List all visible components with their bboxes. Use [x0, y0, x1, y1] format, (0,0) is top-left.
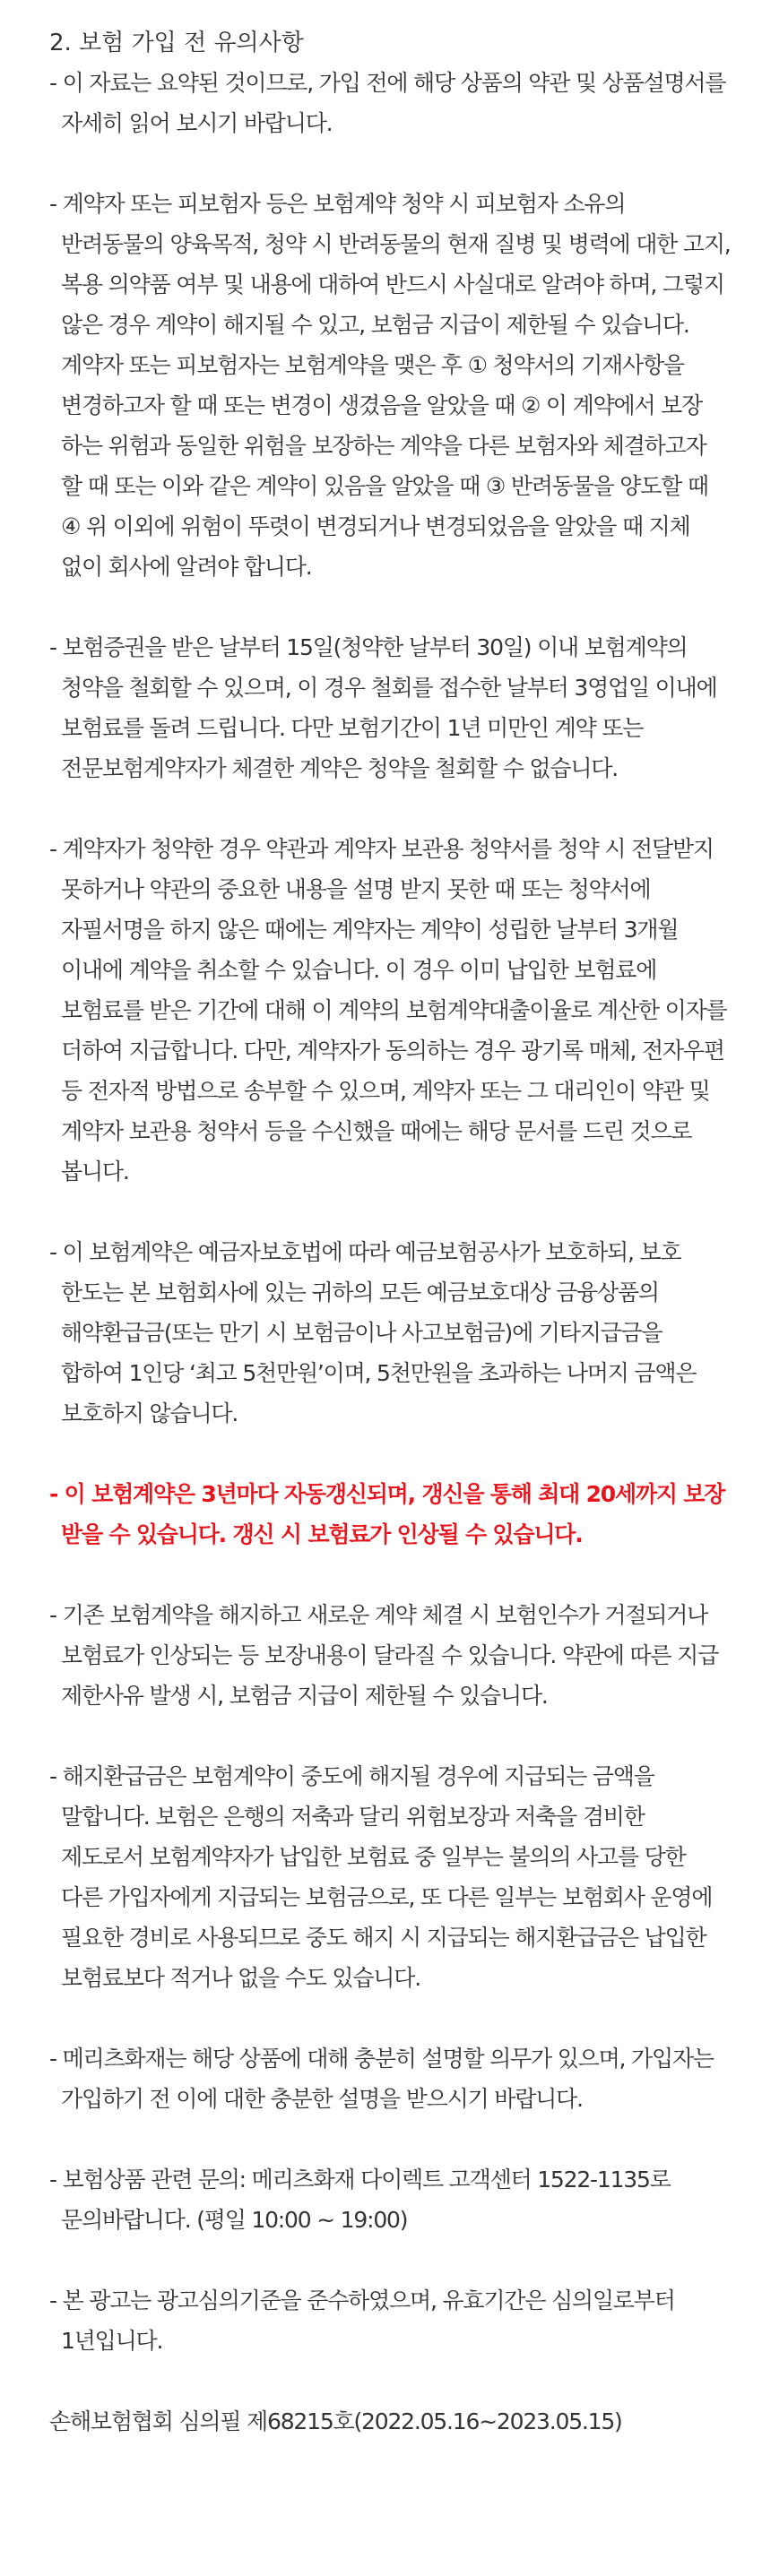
- paragraph-gap: [49, 1434, 758, 1474]
- paragraph-line: ④ 위 이외에 위험이 뚜렷이 변경되거나 변경되었음을 알았을 때 지체: [61, 513, 690, 539]
- section-title: 2. 보험 가입 전 유의사항: [49, 30, 304, 56]
- paragraph-line: 할 때 또는 이와 같은 계약이 있음을 알았을 때 ③ 반려동물을 양도할 때: [61, 473, 708, 499]
- paragraph-line: - 계약자 또는 피보험자 등은 보험계약 청약 시 피보험자 소유의: [49, 191, 626, 217]
- paragraph-line: - 본 광고는 광고심의기준을 준수하였으며, 유효기간은 심의일로부터: [49, 2287, 675, 2313]
- paragraph-line: 없이 회사에 알려야 합니다.: [61, 554, 312, 580]
- paragraph-gap: [49, 2361, 758, 2401]
- paragraph-line: 다른 가입자에게 지급되는 보험금으로, 또 다른 일부는 보험회사 운영에: [61, 1884, 713, 1910]
- notice-paragraph: [49, 184, 758, 587]
- paragraph-line: - 메리츠화재는 해당 상품에 대해 충분히 설명할 의무가 있으며, 가입자는: [49, 2046, 714, 2072]
- notice-paragraph: [49, 829, 758, 1192]
- paragraph-line: - 이 자료는 요약된 것이므로, 가입 전에 해당 상품의 약관 및 상품설명서를: [49, 70, 726, 96]
- paragraph-gap: [49, 788, 758, 829]
- paragraph-line: - 이 보험계약은 3년마다 자동갱신되며, 갱신을 통해 최대 20세까지 보장: [49, 1481, 725, 1507]
- paragraph-line: 제한사유 발생 시, 보험금 지급이 제한될 수 있습니다.: [61, 1683, 548, 1709]
- notice-paragraph: [49, 1232, 758, 1434]
- paragraph-line: - 이 보험계약은 예금자보호법에 따라 예금보험공사가 보호하되, 보호: [49, 1239, 681, 1265]
- notice-paragraph: [49, 1756, 758, 1998]
- paragraph-line: - 보험상품 관련 문의: 메리츠화재 다이렉트 고객센터 1522-1135로: [49, 2167, 671, 2193]
- paragraph-gap: [49, 1998, 758, 2038]
- paragraph-line: - 해지환급금은 보험계약이 중도에 해지될 경우에 지급되는 금액을: [49, 1763, 654, 1789]
- paragraph-line: 해약환급금(또는 만기 시 보험금이나 사고보험금)에 기타지급금을: [61, 1320, 662, 1346]
- paragraph-line: 제도로서 보험계약자가 납입한 보험료 중 일부는 불의의 사고를 당한: [61, 1844, 686, 1870]
- paragraph-line: 한도는 본 보험회사에 있는 귀하의 모든 예금보호대상 금융상품의: [61, 1279, 659, 1305]
- paragraph-line: 더하여 지급합니다. 다만, 계약자가 동의하는 경우 광기록 매체, 전자우편: [61, 1038, 724, 1064]
- paragraph-line: 자세히 읽어 보시기 바랍니다.: [61, 110, 333, 136]
- notice-paragraphs: [49, 63, 758, 2361]
- paragraph-line: 보험료가 인상되는 등 보장내용이 달라질 수 있습니다. 약관에 따른 지급: [61, 1642, 719, 1668]
- paragraph-line: 말합니다. 보험은 은행의 저축과 달리 위험보장과 저축을 겸비한: [61, 1804, 645, 1830]
- paragraph-line: 계약자 보관용 청약서 등을 수신했을 때에는 해당 문서를 드린 것으로: [61, 1118, 692, 1144]
- paragraph-line: 보험료를 받은 기간에 대해 이 계약의 보험계약대출이율로 계산한 이자를: [61, 997, 727, 1023]
- paragraph-line: 합하여 1인당 ‘최고 5천만원’이며, 5천만원을 초과하는 나머지 금액은: [61, 1360, 697, 1386]
- paragraph-line: 보험료를 돌려 드립니다. 다만 보험기간이 1년 미만인 계약 또는: [61, 715, 644, 741]
- paragraph-gap: [49, 2240, 758, 2280]
- paragraph-line: 변경하고자 할 때 또는 변경이 생겼음을 알았을 때 ② 이 계약에서 보장: [61, 392, 703, 418]
- paragraph-line: 전문보험계약자가 체결한 계약은 청약을 철회할 수 없습니다.: [61, 755, 618, 781]
- notice-paragraph: [49, 63, 758, 143]
- paragraph-line: 자필서명을 하지 않은 때에는 계약자는 계약이 성립한 날부터 3개월: [61, 917, 679, 943]
- paragraph-line: - 보험증권을 받은 날부터 15일(청약한 날부터 30일) 이내 보험계약의: [49, 634, 688, 660]
- paragraph-gap: [49, 1716, 758, 1756]
- paragraph-line: 하는 위험과 동일한 위험을 보장하는 계약을 다른 보험자와 체결하고자: [61, 433, 706, 459]
- paragraph-line: 복용 의약품 여부 및 내용에 대하여 반드시 사실대로 알려야 하며, 그렇지: [61, 271, 724, 297]
- paragraph-line: 받을 수 있습니다. 갱신 시 보험료가 인상될 수 있습니다.: [61, 1521, 583, 1547]
- paragraph-gap: [49, 587, 758, 627]
- notice-paragraph: [49, 2280, 758, 2361]
- paragraph-line: - 계약자가 청약한 경우 약관과 계약자 보관용 청약서를 청약 시 전달받지: [49, 836, 714, 862]
- paragraph-line: 필요한 경비로 사용되므로 중도 해지 시 지급되는 해지환급금은 납입한: [61, 1925, 706, 1951]
- notice-paragraph: [49, 1595, 758, 1716]
- paragraph-gap: [49, 2119, 758, 2159]
- notice-paragraph: [49, 2159, 758, 2240]
- paragraph-line: - 기존 보험계약을 해지하고 새로운 계약 체결 시 보험인수가 거절되거나: [49, 1602, 708, 1628]
- paragraph-line: 반려동물의 양육목적, 청약 시 반려동물의 현재 질병 및 병력에 대한 고지,: [61, 231, 731, 257]
- paragraph-line: 1년입니다.: [61, 2328, 163, 2354]
- notice-document: [49, 23, 758, 2442]
- paragraph-line: 문의바랍니다. (평일 10:00 ~ 19:00): [61, 2207, 408, 2233]
- paragraph-gap: [49, 1555, 758, 1595]
- paragraph-line: 이내에 계약을 취소할 수 있습니다. 이 경우 이미 납입한 보험료에: [61, 957, 657, 983]
- paragraph-line: 계약자 또는 피보험자는 보험계약을 맺은 후 ① 청약서의 기재사항을: [61, 352, 684, 378]
- notice-paragraph-highlight: [49, 1474, 758, 1555]
- paragraph-gap: [49, 1192, 758, 1232]
- review-number-footer: [49, 2401, 758, 2442]
- notice-paragraph: [49, 627, 758, 788]
- notice-paragraph: [49, 2038, 758, 2119]
- footer-text: 손해보험협회 심의필 제68215호(2022.05.16~2023.05.15): [49, 2408, 622, 2434]
- paragraph-line: 않은 경우 계약이 해지될 수 있고, 보험금 지급이 제한될 수 있습니다.: [61, 312, 689, 338]
- paragraph-line: 등 전자적 방법으로 송부할 수 있으며, 계약자 또는 그 대리인이 약관 및: [61, 1078, 710, 1104]
- paragraph-line: 청약을 철회할 수 있으며, 이 경우 철회를 접수한 날부터 3영업일 이내에: [61, 675, 717, 701]
- paragraph-line: 가입하기 전 이에 대한 충분한 설명을 받으시기 바랍니다.: [61, 2086, 583, 2112]
- paragraph-line: 봅니다.: [61, 1159, 129, 1185]
- paragraph-line: 못하거나 약관의 중요한 내용을 설명 받지 못한 때 또는 청약서에: [61, 876, 651, 902]
- paragraph-gap: [49, 143, 758, 184]
- paragraph-line: 보호하지 않습니다.: [61, 1400, 238, 1426]
- paragraph-line: 보험료보다 적거나 없을 수도 있습니다.: [61, 1965, 420, 1991]
